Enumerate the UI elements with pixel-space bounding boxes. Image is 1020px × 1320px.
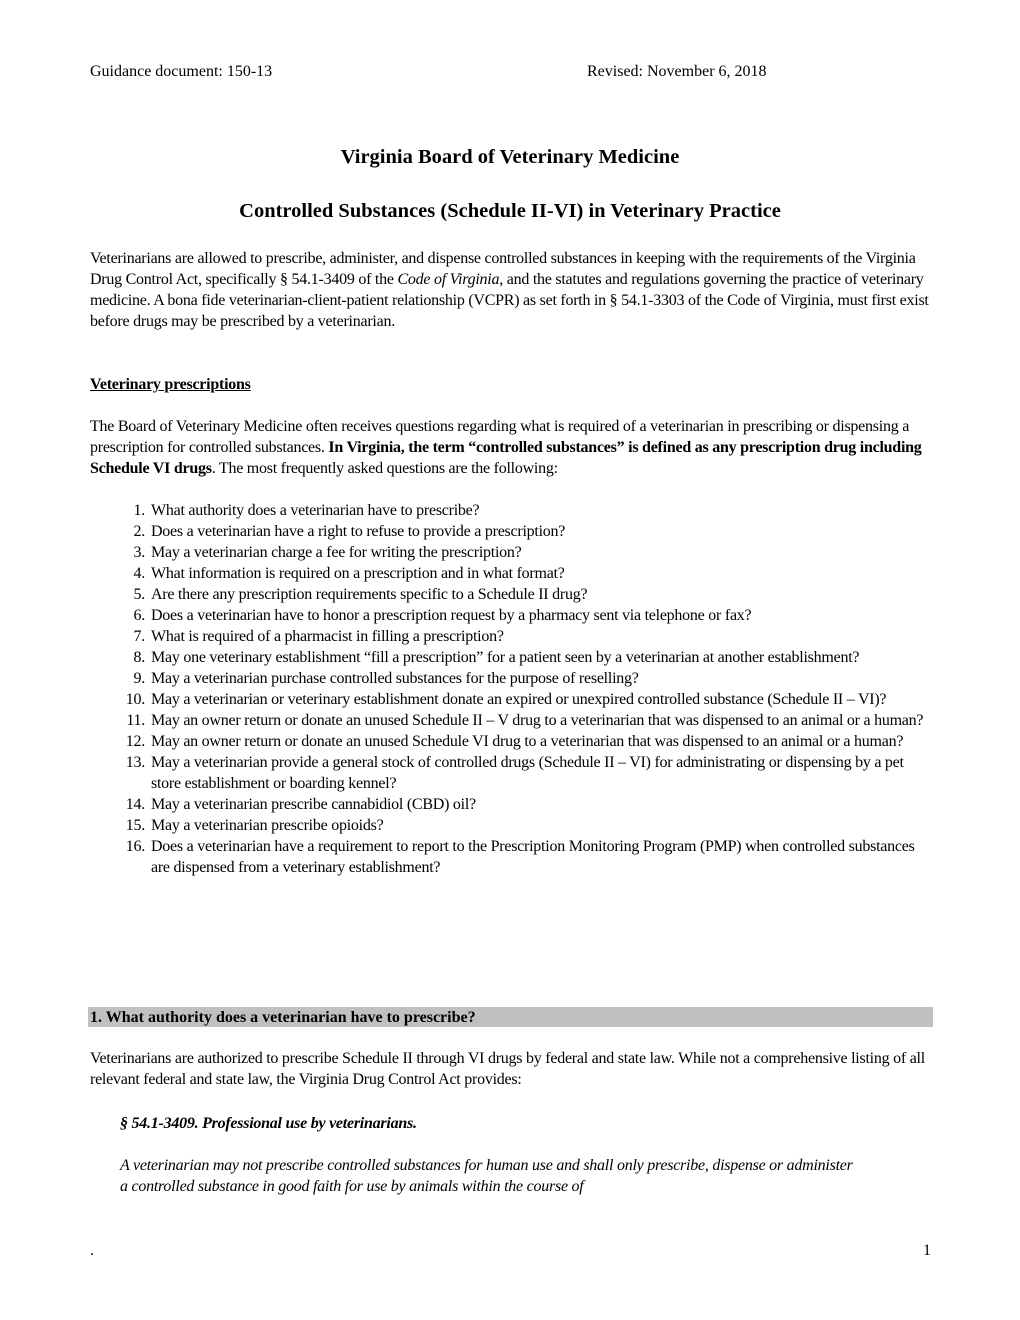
question-item [90,815,935,836]
controlled-substances-definition: In Virginia, the term “controlled substances” is defined as any prescription drug including Schedule VI drugs [90,439,922,477]
question-number: 16. [125,838,145,855]
question-item [90,500,935,521]
question-item [90,584,935,605]
questions-intro-text: The Board of Veterinary Medicine often receives questions regarding what is required of a veterinarian in prescribing or dispensing a prescription for controlled substances. [90,418,910,456]
question-text: Does a veterinarian have a requirement to report to the Prescription Monitoring Program (PMP) when controlled substances are dispensed from a veterinary establishment? [151,838,915,876]
document-title: Virginia Board of Veterinary Medicine [340,146,680,168]
question-text: May a veterinarian purchase controlled substances for the purpose of reselling? [151,670,639,687]
document-subtitle: Controlled Substances (Schedule II-VI) in Veterinary Practice [239,200,781,222]
question-item [90,605,935,626]
question-text: May a veterinarian charge a fee for writing the prescription? [151,544,522,561]
question-number: 13. [125,754,145,771]
question-number: 3. [133,544,145,561]
question-text: May a veterinarian prescribe opioids? [151,817,384,834]
questions-intro-paragraph [90,416,940,479]
statute-title: § 54.1-3409. Professional use by veterinarians. [120,1115,417,1132]
questions-list [90,500,935,878]
code-of-virginia-italic: Code of Virginia [397,271,500,288]
question-number: 6. [133,607,145,624]
footer-mark: . [90,1242,94,1259]
question-item [90,647,935,668]
page-number: 1 [923,1242,931,1259]
question-item [90,710,935,731]
question-number: 9. [133,670,145,687]
question-text: Does a veterinarian have to honor a prescription request by a pharmacy sent via telephone or fax? [151,607,752,624]
question-number: 1. [133,502,145,519]
question-item [90,668,935,689]
question-number: 7. [133,628,145,645]
question-item [90,542,935,563]
question-item [90,752,935,794]
question-item [90,563,935,584]
header-document-number: Guidance document: 150-13 [90,63,273,80]
intro-text: Veterinarians are allowed to prescribe, administer, and dispense controlled substances in keeping with the requirements of the Virginia Drug Control Act, specifically § 54.1-3409 of the [90,250,916,288]
question-number: 2. [133,523,145,540]
question-number: 5. [133,586,145,603]
question-number: 10. [125,691,145,708]
question-number: 14. [125,796,145,813]
statute-text: A veterinarian may not prescribe controlled substances for human use and shall only prescribe, dispense or administer a controlled substance in good faith for use by animals within the course of [120,1157,853,1195]
question-item [90,794,935,815]
question-number: 15. [125,817,145,834]
questions-intro-text-cont: . The most frequently asked questions are the following: [211,460,558,477]
question-item [90,626,935,647]
q1-heading: 1. What authority does a veterinarian have to prescribe? [90,1009,476,1026]
question-number: 8. [133,649,145,666]
question-number: 12. [125,733,145,750]
question-text: May an owner return or donate an unused Schedule VI drug to a veterinarian that was dispensed to an animal or a human? [151,733,904,750]
question-number: 11. [126,712,145,729]
question-item [90,731,935,752]
question-text: Does a veterinarian have a right to refuse to provide a prescription? [151,523,566,540]
question-text: What information is required on a prescription and in what format? [151,565,565,582]
question-text: May an owner return or donate an unused Schedule II – V drug to a veterinarian that was dispensed to an animal or a human? [151,712,924,729]
question-number: 4. [133,565,145,582]
intro-text-cont: , and the statutes and regulations governing the practice of veterinary medicine. A bona fide veterinarian-client-patient relationship (VCPR) as set forth in § 54.1-3303 of the Code of Virginia, must first exist before drugs may be prescribed by a veterinarian. [90,271,929,330]
header-revised-date: Revised: November 6, 2018 [587,63,767,80]
question-text: May a veterinarian prescribe cannabidiol (CBD) oil? [151,796,476,813]
section-heading: Veterinary prescriptions [90,376,251,393]
question-text: What is required of a pharmacist in filling a prescription? [151,628,504,645]
question-item [90,836,935,878]
question-text: Are there any prescription requirements specific to a Schedule II drug? [151,586,588,603]
question-text: May one veterinary establishment “fill a prescription” for a patient seen by a veterinarian at another establishment? [151,649,860,666]
question-item [90,521,935,542]
question-text: May a veterinarian provide a general stock of controlled drugs (Schedule II – VI) for administrating or dispensing by a pet store establishment or boarding kennel? [151,754,904,792]
question-text: What authority does a veterinarian have to prescribe? [151,502,480,519]
question-item [90,689,935,710]
q1-heading-bar [88,1007,933,1027]
q1-body: Veterinarians are authorized to prescribe Schedule II through VI drugs by federal and state law. While not a comprehensive listing of all relevant federal and state law, the Virginia Drug Control Act provides: [90,1050,925,1088]
intro-paragraph [90,248,940,332]
question-text: May a veterinarian or veterinary establishment donate an expired or unexpired controlled substance (Schedule II – VI)? [151,691,887,708]
